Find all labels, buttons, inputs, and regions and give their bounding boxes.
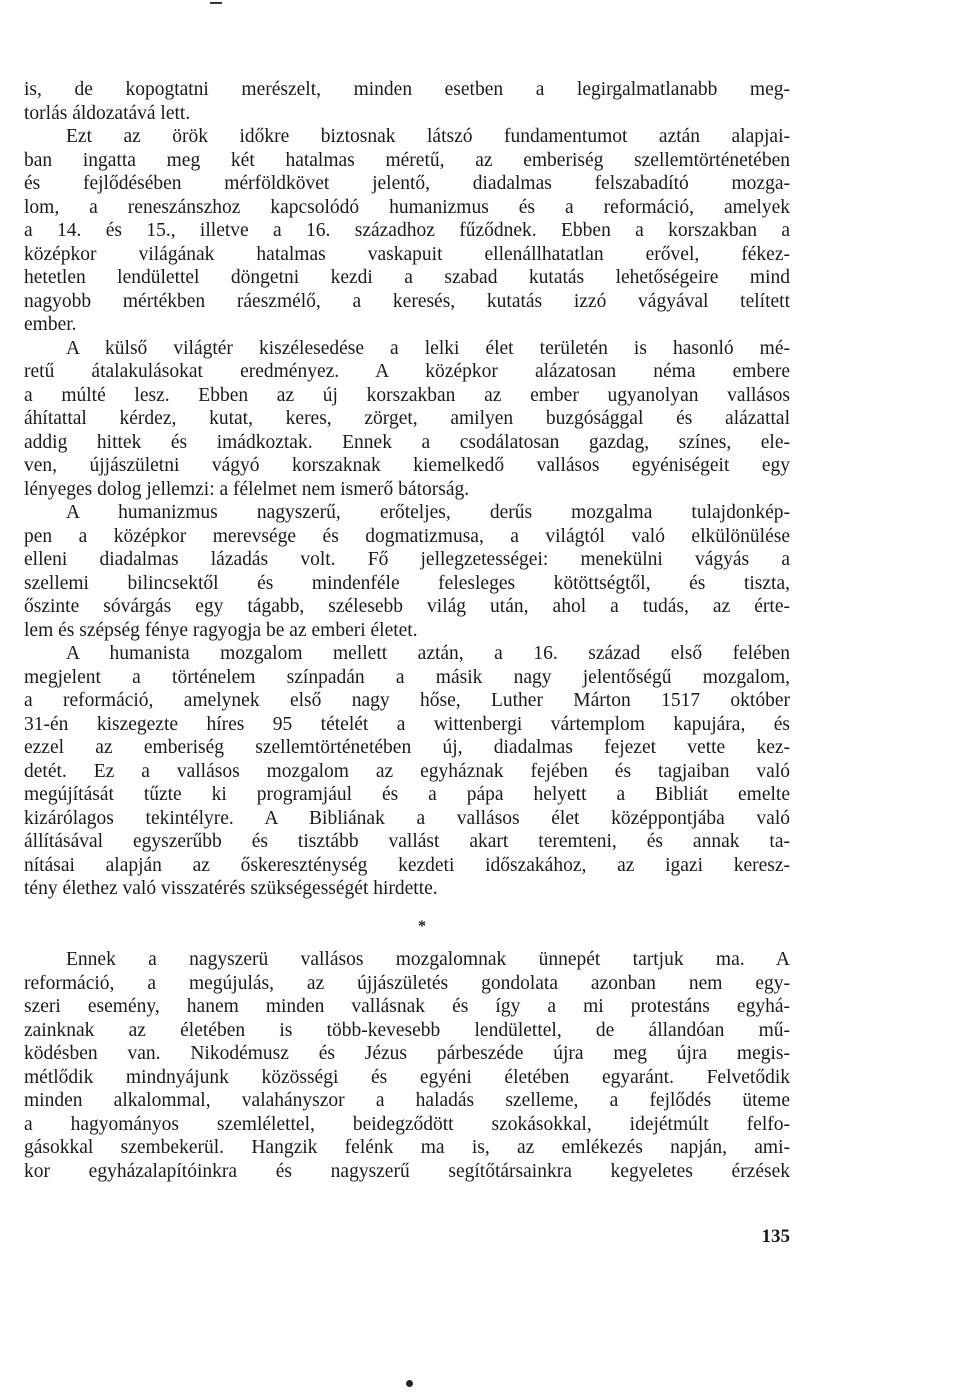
- text-line: A külső világtér kiszélesedése a lelki élet területén is hasonló mé-: [66, 337, 790, 359]
- text-line: szeri esemény, hanem minden vallásnak és így a mi protestáns egyhá-: [24, 996, 790, 1017]
- text-line: ezzel az emberiség szellemtörténetében új, diadalmas fejezet vette kez-: [24, 737, 790, 758]
- text-line: a hagyományos szemlélettel, beidegződött szokásokkal, idejétmúlt felfo-: [24, 1113, 790, 1135]
- text-line: ban ingatta meg két hatalmas méretű, az emberiség szellemtörténetében: [24, 149, 790, 171]
- section-separator: *: [418, 918, 426, 935]
- text-line: a 14. és 15., illetve a 16. századhoz fűződnek. Ebben a korszakban a: [24, 220, 790, 241]
- text-line: hetetlen lendülettel döngetni kezdi a szabad kutatás lehetőségeire mind: [24, 267, 790, 288]
- text-line: áhítattal kérdez, kutat, keres, zörget, amilyen buzgósággal és alázattal: [24, 408, 790, 429]
- text-line: minden alkalommal, valahányszor a haladás szelleme, a fejlődés üteme: [24, 1090, 790, 1111]
- text-line: A humanizmus nagyszerű, erőteljes, derűs mozgalma tulajdonkép-: [66, 502, 790, 523]
- text-line: detét. Ez a vallásos mozgalom az egyháznak fejében és tagjaiban való: [24, 760, 790, 782]
- text-line: ven, újjászületni vágyó korszaknak kiemelkedő vallásos egyéniségeit egy: [24, 455, 790, 476]
- book-page: [24, 0, 790, 1393]
- text-line: retű átalakulásokat eredményez. A középkor alázatosan néma embere: [24, 361, 790, 382]
- text-line: lem és szépség fénye ragyogja be az emberi életet.: [24, 619, 418, 641]
- text-line: 31-én kiszegezte híres 95 tételét a wittenbergi vártemplom kapujára, és: [24, 713, 790, 735]
- text-line: a reformáció, amelynek első nagy hőse, Luther Márton 1517 október: [24, 690, 790, 711]
- text-line: gásokkal szembekerül. Hangzik felénk ma is, az emlékezés napján, ami-: [24, 1137, 790, 1158]
- text-line: nagyobb mértékben ráeszmélő, a keresés, kutatás izzó vágyával telített: [24, 290, 790, 312]
- text-line: kor egyházalapítóinkra és nagyszerű segítőtársainkra kegyeletes érzések: [24, 1160, 790, 1182]
- text-line: állításával egyszerűbb és tisztább vallást akart teremteni, és annak ta-: [24, 831, 790, 852]
- text-line: és fejlődésében mérföldkövet jelentő, diadalmas felszabadító mozga-: [24, 173, 790, 194]
- text-line: szellemi bilincsektől és mindenféle felesleges kötöttségtől, és tiszta,: [24, 572, 790, 594]
- text-line: A humanista mozgalom mellett aztán, a 16. század első felében: [66, 643, 790, 664]
- text-line: megjelent a történelem színpadán a másik nagy jelentőségű mozgalom,: [24, 666, 790, 688]
- text-line: lényeges dolog jellemzi: a félelmet nem ismerő bátorság.: [24, 478, 470, 500]
- text-line: ember.: [24, 314, 77, 335]
- text-line: tény élethez való visszatérés szükségességét hirdette.: [24, 878, 438, 899]
- main-text-section: [24, 78, 790, 901]
- page-number: 135: [761, 1226, 790, 1247]
- text-line: Ezt az örök időkre biztosnak látszó fundamentumot aztán alapjai-: [66, 126, 790, 147]
- top-edge-mark: [210, 2, 222, 4]
- text-line: megújítását tűzte ki programjául és a pápa helyett a Bibliát emelte: [24, 784, 790, 805]
- text-line: torlás áldozatává lett.: [24, 102, 191, 124]
- text-line: reformáció, a megújulás, az újjászületés gondolata azonban nem egy-: [24, 972, 790, 994]
- text-line: Ennek a nagyszerü vallásos mozgalomnak ünnepét tartjuk ma. A: [66, 949, 790, 970]
- text-line: métlődik mindnyájunk közösségi és egyéni életében egyaránt. Felvetődik: [24, 1066, 790, 1088]
- text-line: zainknak az életében is több-kevesebb lendülettel, de állandóan mű-: [24, 1019, 790, 1041]
- text-line: középkor világának hatalmas vaskapuit ellenállhatatlan erővel, fékez-: [24, 243, 790, 265]
- text-line: nításai alapján az őskereszténység kezdeti időszakához, az igazi keresz-: [24, 854, 790, 876]
- text-line: elleni diadalmas lázadás volt. Fő jellegzetességei: menekülni vágyás a: [24, 549, 790, 570]
- text-line: őszinte sóvárgás egy tágabb, szélesebb világ után, ahol a tudás, az érte-: [24, 596, 790, 617]
- text-line: kizárólagos tekintélyre. A Bibliának a vallásos élet középpontjába való: [24, 807, 790, 829]
- text-line: addig hittek és imádkoztak. Ennek a csodálatosan gazdag, színes, ele-: [24, 431, 790, 453]
- ink-dot-mark: [406, 1380, 413, 1387]
- text-line: is, de kopogtatni merészelt, minden esetben a legirgalmatlanabb meg-: [24, 79, 790, 100]
- text-line: lom, a reneszánszhoz kapcsolódó humanizmus és a reformáció, amelyek: [24, 196, 790, 218]
- closing-text-section: [24, 948, 790, 1183]
- text-line: a múlté lesz. Ebben az új korszakban az ember ugyanolyan vallásos: [24, 384, 790, 406]
- text-line: pen a középkor merevsége és dogmatizmusa, a világtól való elkülönülése: [24, 525, 790, 547]
- text-line: ködésben van. Nikodémusz és Jézus párbeszéde újra meg újra megis-: [24, 1043, 790, 1064]
